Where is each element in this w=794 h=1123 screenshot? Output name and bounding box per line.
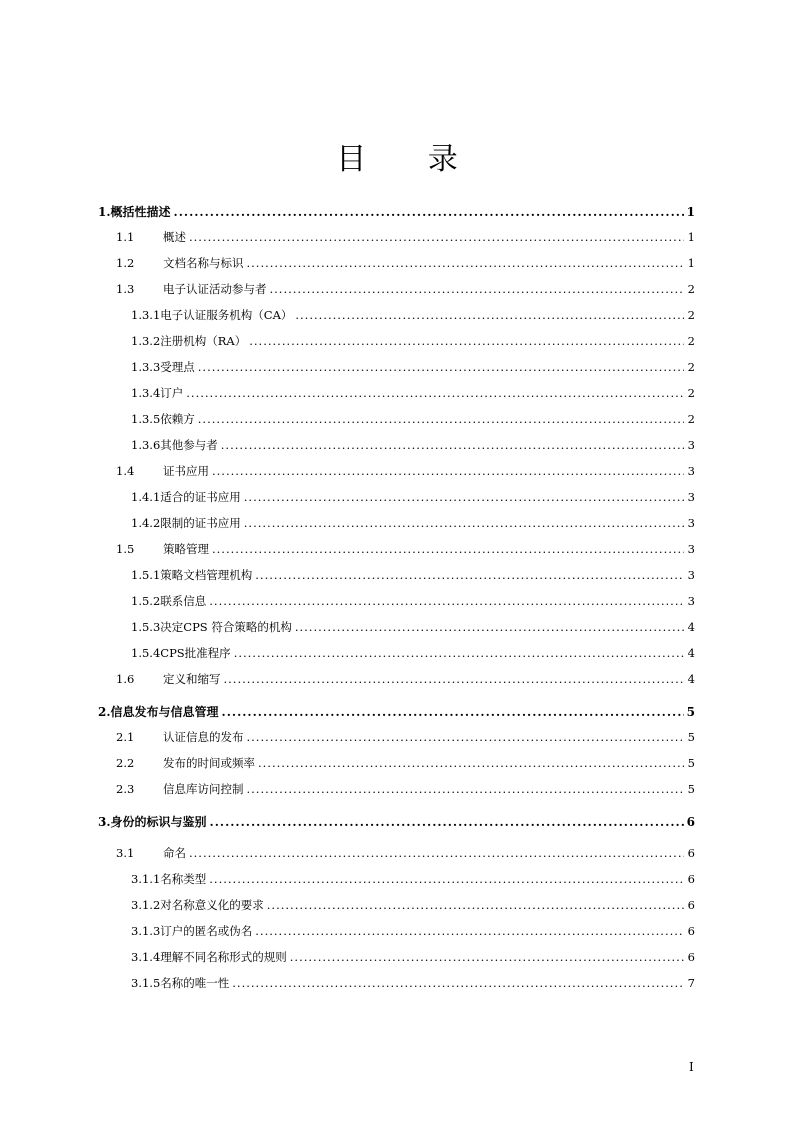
- toc-entry[interactable]: [98, 437, 695, 463]
- toc-page: 4: [687, 646, 695, 660]
- toc-text: 命名: [163, 846, 186, 860]
- toc-text: 订户的匿名或伪名: [160, 924, 253, 938]
- toc-number: 3.1.3: [131, 924, 161, 938]
- toc-number: 1.3.3: [131, 360, 161, 374]
- toc-page: 3: [687, 542, 695, 556]
- toc-page: 2: [687, 386, 695, 400]
- toc-number: 3.1.5: [131, 976, 161, 990]
- toc-text: 概述: [163, 230, 186, 244]
- toc-page: 2: [687, 412, 695, 426]
- toc-number: 1.5.3: [131, 620, 161, 634]
- toc-page: 1: [687, 230, 695, 244]
- toc-text: 认证信息的发布: [163, 730, 244, 744]
- toc-number: 3.1.1: [131, 872, 161, 886]
- toc-number: 1.5.4: [131, 646, 161, 660]
- toc-number: 1.2: [116, 256, 135, 270]
- toc-entry[interactable]: [98, 463, 695, 489]
- toc-entry[interactable]: [98, 729, 695, 755]
- toc-entry[interactable]: [98, 489, 695, 515]
- toc-leader: [212, 542, 684, 556]
- toc-leader: [258, 756, 684, 770]
- toc-leader: [244, 516, 684, 530]
- toc-text: 证书应用: [163, 464, 209, 478]
- toc-number: 1.4: [116, 464, 135, 478]
- toc-page: 5: [686, 705, 695, 719]
- toc-number: 1.3.1: [131, 308, 161, 322]
- toc-text: 发布的时间或频率: [163, 756, 255, 770]
- toc-leader: [221, 438, 684, 452]
- toc-text: 依赖方: [160, 412, 195, 426]
- toc-page: 3: [687, 568, 695, 582]
- toc-page: 3: [687, 438, 695, 452]
- toc-text: 电子认证活动参与者: [163, 282, 267, 296]
- toc-number: 1.: [98, 205, 111, 219]
- toc-leader: [255, 568, 684, 582]
- toc-leader: [249, 334, 684, 348]
- toc-page: 7: [687, 976, 695, 990]
- toc-number: 2.1: [116, 730, 135, 744]
- toc-entry[interactable]: [98, 813, 695, 839]
- toc-page: 5: [687, 782, 695, 796]
- toc-leader: [198, 360, 684, 374]
- toc-leader: [295, 308, 684, 322]
- toc-number: 1.3.5: [131, 412, 161, 426]
- toc-text: 定义和缩写: [163, 672, 221, 686]
- toc-number: 2.: [98, 705, 111, 719]
- table-of-contents: [98, 203, 695, 1001]
- toc-entry[interactable]: [98, 385, 695, 411]
- toc-text: 策略管理: [163, 542, 209, 556]
- toc-number: 1.3.2: [131, 334, 161, 348]
- toc-text: 信息发布与信息管理: [110, 705, 219, 719]
- toc-number: 1.3.6: [131, 438, 161, 452]
- toc-number: 2.2: [116, 756, 135, 770]
- toc-page: 2: [687, 360, 695, 374]
- toc-entry[interactable]: [98, 515, 695, 541]
- toc-entry[interactable]: [98, 359, 695, 385]
- toc-text: 策略文档管理机构: [160, 568, 253, 582]
- toc-page: 2: [687, 308, 695, 322]
- toc-leader: [290, 950, 684, 964]
- toc-leader: [267, 898, 684, 912]
- toc-entry[interactable]: [98, 671, 695, 697]
- toc-page: 2: [687, 334, 695, 348]
- toc-text: 限制的证书应用: [160, 516, 241, 530]
- toc-entry[interactable]: [98, 619, 695, 645]
- toc-text: 文档名称与标识: [163, 256, 244, 270]
- toc-number: 1.5.2: [131, 594, 161, 608]
- toc-number: 3.1: [116, 846, 135, 860]
- toc-page: 3: [687, 464, 695, 478]
- toc-text: 身份的标识与鉴别: [110, 815, 207, 829]
- toc-page: 4: [687, 672, 695, 686]
- toc-entry[interactable]: [98, 593, 695, 619]
- toc-leader: [234, 646, 684, 660]
- toc-text: 注册机构（RA）: [160, 334, 247, 348]
- toc-entry[interactable]: [98, 645, 695, 671]
- toc-number: 3.1.4: [131, 950, 161, 964]
- toc-page: 1: [687, 256, 695, 270]
- toc-page: 3: [687, 594, 695, 608]
- toc-page: 2: [687, 282, 695, 296]
- toc-entry[interactable]: [98, 703, 695, 729]
- toc-leader: [270, 282, 685, 296]
- toc-number: 3.1.2: [131, 898, 161, 912]
- toc-number: 1.4.2: [131, 516, 161, 530]
- toc-entry[interactable]: [98, 541, 695, 567]
- toc-leader: [186, 386, 684, 400]
- toc-entry[interactable]: [98, 255, 695, 281]
- toc-number: 3.: [98, 815, 111, 829]
- toc-text: 名称的唯一性: [160, 976, 230, 990]
- toc-number: 1.3: [116, 282, 135, 296]
- toc-leader: [198, 412, 684, 426]
- toc-number: 1.4.1: [131, 490, 161, 504]
- toc-text: 决定CPS 符合策略的机构: [160, 620, 292, 634]
- toc-leader: [174, 205, 684, 219]
- toc-entry[interactable]: [98, 781, 695, 807]
- toc-text: 其他参与者: [160, 438, 218, 452]
- toc-entry[interactable]: [98, 755, 695, 781]
- toc-leader: [232, 976, 684, 990]
- toc-entry[interactable]: [98, 949, 695, 975]
- toc-leader: [247, 730, 685, 744]
- page-title: 目 录: [336, 142, 484, 177]
- toc-text: 订户: [160, 386, 184, 400]
- toc-text: 适合的证书应用: [160, 490, 241, 504]
- toc-leader: [212, 464, 684, 478]
- toc-leader: [295, 620, 684, 634]
- toc-leader: [224, 672, 685, 686]
- toc-page: 5: [687, 730, 695, 744]
- toc-text: 名称类型: [160, 872, 207, 886]
- toc-leader: [210, 815, 684, 829]
- toc-text: 信息库访问控制: [163, 782, 244, 796]
- toc-page: 1: [686, 205, 695, 219]
- toc-page: 6: [687, 898, 695, 912]
- toc-page: 3: [687, 516, 695, 530]
- toc-entry[interactable]: [98, 307, 695, 333]
- toc-number: 1.1: [116, 230, 135, 244]
- toc-page: 6: [687, 950, 695, 964]
- toc-number: 1.5: [116, 542, 135, 556]
- toc-page: 6: [687, 872, 695, 886]
- toc-page: 3: [687, 490, 695, 504]
- toc-leader: [247, 782, 685, 796]
- toc-page: 4: [687, 620, 695, 634]
- toc-text: 联系信息: [160, 594, 207, 608]
- toc-page: 5: [687, 756, 695, 770]
- toc-leader: [222, 705, 684, 719]
- toc-entry[interactable]: [98, 975, 695, 1001]
- toc-entry[interactable]: [98, 567, 695, 593]
- toc-entry[interactable]: [98, 203, 695, 229]
- toc-leader: [244, 490, 684, 504]
- toc-text: CPS批准程序: [160, 646, 231, 660]
- toc-number: 1.5.1: [131, 568, 161, 582]
- toc-leader: [209, 594, 684, 608]
- toc-leader: [247, 256, 685, 270]
- toc-page: 6: [687, 924, 695, 938]
- toc-entry[interactable]: [98, 281, 695, 307]
- toc-entry[interactable]: [98, 333, 695, 359]
- toc-text: 电子认证服务机构（CA）: [160, 308, 293, 322]
- page-number: I: [689, 1060, 694, 1074]
- toc-entry[interactable]: [98, 845, 695, 871]
- toc-page: 6: [686, 815, 695, 829]
- toc-leader: [189, 230, 684, 244]
- toc-text: 对名称意义化的要求: [160, 898, 264, 912]
- toc-entry[interactable]: [98, 229, 695, 255]
- toc-entry[interactable]: [98, 897, 695, 923]
- toc-number: 2.3: [116, 782, 135, 796]
- toc-leader: [255, 924, 684, 938]
- toc-page: 6: [687, 846, 695, 860]
- toc-number: 1.3.4: [131, 386, 161, 400]
- toc-entry[interactable]: [98, 923, 695, 949]
- toc-leader: [189, 846, 684, 860]
- toc-leader: [209, 872, 684, 886]
- toc-number: 1.6: [116, 672, 135, 686]
- toc-entry[interactable]: [98, 411, 695, 437]
- toc-text: 理解不同名称形式的规则: [160, 950, 287, 964]
- toc-text: 受理点: [160, 360, 195, 374]
- toc-entry[interactable]: [98, 871, 695, 897]
- toc-text: 概括性描述: [110, 205, 171, 219]
